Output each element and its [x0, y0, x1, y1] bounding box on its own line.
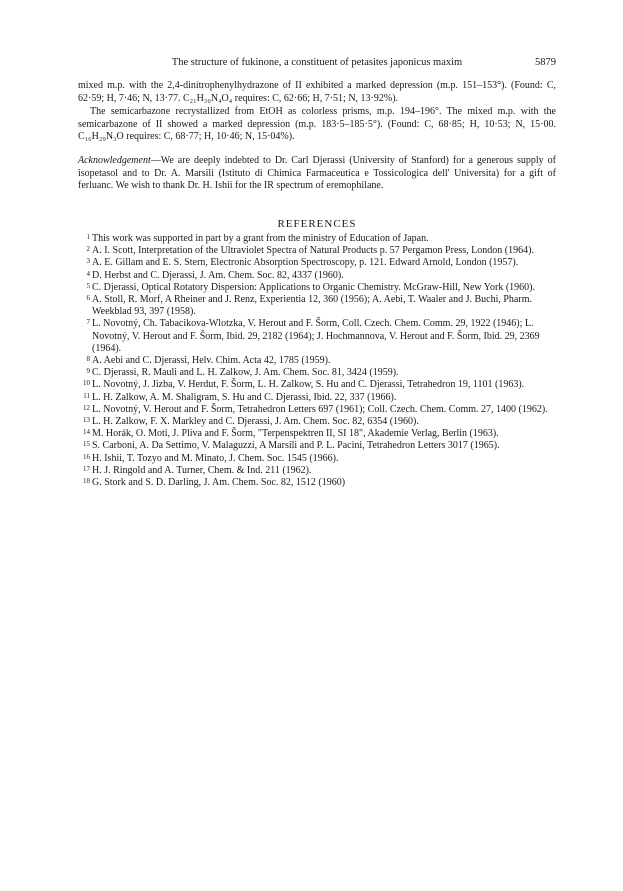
reference-number: 10: [83, 379, 90, 388]
reference-number: 13: [83, 416, 90, 425]
reference-number: 3: [86, 257, 90, 266]
reference-text: A. I. Scott, Interpretation of the Ultraviolet Spectra of Natural Products p. 57 Pergamon Press, London (1964).: [92, 245, 534, 257]
reference-item: [78, 379, 556, 391]
reference-item: [78, 428, 556, 440]
reference-text: H. J. Ringold and A. Turner, Chem. & Ind. 211 (1962).: [92, 464, 312, 476]
reference-number: 17: [83, 464, 90, 473]
reference-number: 4: [86, 269, 90, 278]
reference-text: A. Stoll, R. Morf, A Rheiner and J. Renz, Experientia 12, 360 (1956); A. Aebi, T. Waaler and J. Buchi, Pharm. Weekblad 93, 397 (1958).: [92, 294, 532, 318]
reference-number: 5: [86, 281, 90, 290]
reference-text: L. H. Zalkow, A. M. Shaligram, S. Hu and C. Djerassi, Ibid. 22, 337 (1966).: [92, 391, 397, 403]
reference-text: L. Novotný, V. Herout and F. Šorm, Tetrahedron Letters 697 (1961); Coll. Czech. Chem. Comm. 27, 1400 (1962).: [92, 403, 548, 415]
reference-item: [78, 367, 556, 379]
paragraph-mixed-mp: mixed m.p. with the 2,4-dinitrophenylhydrazone of II exhibited a marked depression (m.p. 151–153°). (Found: C, 62·59; H, 7·46; N, 13·77. C₂₁H₃₀N₄O₄ requires: C, 62·66; H, 7·51; N, 13·92%).: [78, 80, 556, 104]
reference-text: H. Ishii, T. Tozyo and M. Minato, J. Chem. Soc. 1545 (1966).: [92, 452, 339, 464]
reference-text: C. Djerassi, Optical Rotatory Dispersion: Applications to Organic Chemistry. McGraw-Hill, New York (1960).: [92, 281, 535, 293]
reference-number: 7: [86, 318, 90, 327]
reference-number: 11: [83, 391, 90, 400]
reference-number: 14: [83, 428, 90, 437]
reference-item: [78, 318, 556, 355]
page-number: 5879: [535, 57, 556, 68]
reference-item: [78, 392, 556, 404]
reference-text: This work was supported in part by a grant from the ministry of Education of Japan.: [92, 233, 429, 244]
acknowledgement-text: —We are deeply indebted to Dr. Carl Djerassi (University of Stanford) for a generous supply of isopetasol and to Dr. A. Marsili (Istituto di Chimica Farmaceutica e Tossicologica dell' Universita) for a gift of ferluanc. We wish to thank Dr. H. Ishii for the IR spectrum of eremophilane.: [78, 155, 556, 191]
reference-text: A. E. Gillam and E. S. Stern, Electronic Absorption Spectroscopy, p. 121. Edward Arnold, London (1957).: [92, 257, 519, 269]
reference-number: 18: [83, 477, 90, 486]
reference-item: [78, 355, 556, 367]
reference-number: 8: [86, 355, 90, 364]
reference-text: M. Horák, O. Moti, J. Pliva and F. Šorm, "Terpenspektren II, SI 18", Akademie Verlag, Berlin (1963).: [92, 428, 499, 440]
paragraph-semicarbazone: The semicarbazone recrystallized from EtOH as colorless prisms, m.p. 194–196°. The mixed m.p. with the semicarbazone of II showed a marked depression (m.p. 183·5–185·5°). (Found: C, 68·85; H, 10·53; N, 15·00. C₁₆H₂₉N₃O requires: C, 68·77; H, 10·46; N, 15·04%).: [78, 106, 556, 142]
reference-item: [78, 416, 556, 428]
reference-number: 15: [83, 440, 90, 449]
reference-item: [78, 245, 556, 257]
acknowledgement: [78, 155, 556, 193]
reference-text: A. Aebi and C. Djerassi, Helv. Chim. Acta 42, 1785 (1959).: [92, 355, 331, 367]
reference-text: C. Djerassi, R. Mauli and L. H. Zalkow, J. Am. Chem. Soc. 81, 3424 (1959).: [92, 367, 399, 379]
reference-item: [78, 282, 556, 294]
reference-text: L. Novotný, Ch. Tabacikova-Wlotzka, V. Herout and F. Šorm, Coll. Czech. Chem. Comm. 29, 1922 (1946); L. Novotný, V. Herout and F. Šorm, Ibid. 29, 2182 (1964); J. Hochmannova, V. Herout and F. Šorm, Ibid. 29, 2369 (1964).: [92, 318, 540, 354]
references-list: [78, 233, 556, 489]
reference-number: 12: [83, 403, 90, 412]
running-header: [78, 57, 556, 71]
reference-item: [78, 440, 556, 452]
acknowledgement-label: Acknowledgement: [78, 155, 151, 166]
reference-item: [78, 294, 556, 318]
reference-item: [78, 477, 556, 489]
references-heading: REFERENCES: [277, 218, 357, 230]
reference-item: [78, 257, 556, 269]
reference-item: [78, 453, 556, 465]
reference-text: G. Stork and S. D. Darling, J. Am. Chem. Soc. 82, 1512 (1960): [92, 477, 346, 489]
reference-item: [78, 404, 556, 416]
reference-text: L. H. Zalkow, F. X. Markley and C. Djerassi, J. Am. Chem. Soc. 82, 6354 (1960).: [92, 416, 419, 428]
reference-text: S. Carboni, A. Da Settimo, V. Malaguzzi, A Marsili and P. L. Pacini, Tetrahedron Letters 3017 (1965).: [92, 440, 500, 452]
running-title: The structure of fukinone, a constituent of petasites japonicus maxim: [171, 57, 463, 68]
reference-text: L. Novotný, J. Jizba, V. Herdut, F. Šorm, L. H. Zalkow, S. Hu and C. Djerassi, Tetrahedron 19, 1101 (1963).: [92, 379, 525, 391]
reference-number: 6: [86, 294, 90, 303]
reference-item: [78, 465, 556, 477]
reference-item: [78, 270, 556, 282]
reference-number: 1: [86, 233, 90, 241]
reference-text: D. Herbst and C. Djerassi, J. Am. Chem. Soc. 82, 4337 (1960).: [92, 269, 344, 281]
reference-number: 9: [86, 367, 90, 376]
reference-number: 2: [86, 245, 90, 254]
reference-number: 16: [83, 452, 90, 461]
reference-item: [78, 233, 556, 245]
